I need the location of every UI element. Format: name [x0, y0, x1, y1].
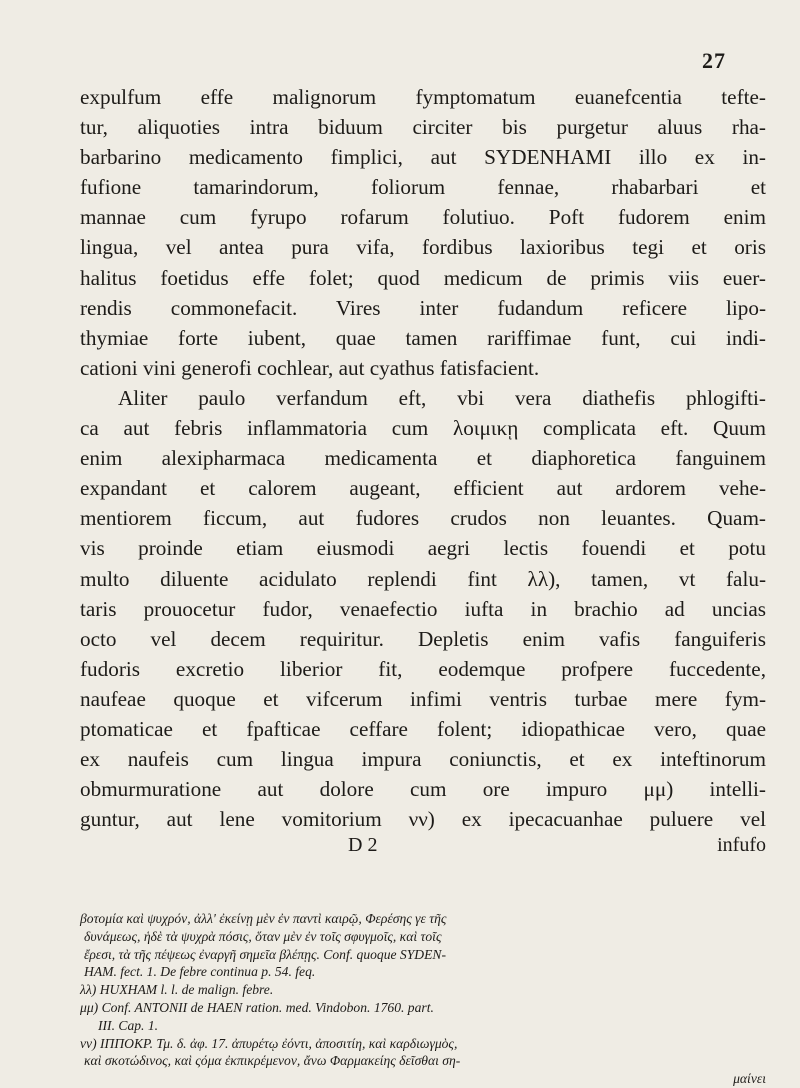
text-line: halitus foetidus effe folet; quod medicum de primis viis euer- [80, 265, 766, 290]
text-line: mannae cum fyrupo rofarum folutiuo. Poft fudorem enim [80, 205, 766, 230]
footnote-line: μμ) Conf. ANTONII de HAEN ration. med. Vindobon. 1760. part. [80, 999, 434, 1015]
text-line: lingua, vel antea pura vifa, fordibus laxioribus tegi et oris [80, 235, 766, 260]
text-line: multo diluente acidulato replendi fint λλ), tamen, vt falu- [80, 566, 766, 591]
text-line: vis proinde etiam eiusmodi aegri lectis fouendi et potu [80, 536, 766, 561]
text-line: thymiae forte iubent, quae tamen rariffimae funt, cui indi- [80, 325, 766, 350]
text-line: cationi vini generofi cochlear, aut cyathus fatisfacient. [80, 355, 540, 380]
text-line: expulfum effe malignorum fymptomatum euanefcentia tefte- [80, 85, 766, 109]
signature-mark: D 2 [348, 834, 378, 857]
text-line: fufione tamarindorum, foliorum fennae, rhabarbari et [80, 175, 766, 200]
text-line: barbarino medicamento fimplici, aut SYDENHAMI illo ex in- [80, 145, 766, 170]
footnote-line: δυνάμεως, ἡδὲ τὰ ψυχρὰ πόσις, ὅταν μὲν ἐν τοῖς σφυγμοῖς, καὶ τοῖς [84, 928, 442, 944]
text-line: Aliter paulo verfandum eft, vbi vera diathefis phlogifti- [118, 385, 766, 410]
footnotes [80, 910, 766, 1088]
footnote-line: ἔρεσι, τὰ τῆς πέψεως ἐναργῆ σημεῖα βλέπῃς. Conf. quoque SYDEN- [84, 946, 447, 962]
text-line: mentiorem ficcum, aut fudores crudos non leuantes. Quam- [80, 506, 766, 531]
text-line: enim alexipharmaca medicamenta et diaphoretica fanguinem [80, 446, 766, 471]
text-line: obmurmuratione aut dolore cum ore impuro μμ) intelli- [80, 777, 766, 802]
catchword: infufo [717, 834, 766, 857]
text-line: ca aut febris inflammatoria cum λοιμικῃ complicata eft. Quum [80, 416, 766, 441]
text-line: rendis commonefacit. Vires inter fudandum reficere lipo- [80, 295, 766, 320]
footnote-line: HAM. fect. 1. De febre continua p. 54. feq. [84, 964, 316, 980]
text-line: fudoris excretio liberior fit, eodemque profpere fuccedente, [80, 656, 766, 681]
text-line: ex naufeis cum lingua impura coniunctis, et ex inteftinorum [80, 747, 766, 772]
signature-line [80, 834, 766, 862]
footnote-line: νν) ΙΠΠΟΚΡ. Τμ. δ. ἀφ. 17. ἀπυρέτῳ ἐόντι, ἀποσιτίη, καὶ καρδιωγμὸς, [80, 1035, 458, 1051]
text-line: guntur, aut lene vomitorium νν) ex ipecacuanhae puluere vel [80, 807, 766, 832]
footnote-line: μαίνει [733, 1071, 766, 1087]
body-text [80, 82, 766, 862]
text-line: ptomaticae et fpafticae ceffare folent; idiopathicae vero, quae [80, 716, 766, 741]
footnote-line: καὶ σκοτώδινος, καὶ ςόμα ἐκπικρέμενον, ἄνω Φαρμακείης δεῖσθαι ση- [84, 1053, 461, 1069]
footnote-line: III. Cap. 1. [98, 1017, 159, 1033]
text-line: naufeae quoque et vifcerum infimi ventris turbae mere fym- [80, 686, 766, 711]
text-line: expandant et calorem augeant, efficient aut ardorem vehe- [80, 476, 766, 501]
page-number: 27 [702, 48, 726, 73]
text-line: octo vel decem requiritur. Depletis enim vafis fanguiferis [80, 626, 766, 651]
footnote-line: βοτομία καὶ ψυχρόν, ἀλλ' ἐκείνῃ μὲν ἐν παντὶ καιρῷ, Φερέσης γε τῆς [80, 911, 447, 926]
footnote-line: λλ) HUXHAM l. l. de malign. febre. [80, 982, 274, 998]
text-line: taris prouocetur fudor, venaefectio iufta in brachio ad uncias [80, 596, 766, 621]
text-line: tur, aliquoties intra biduum circiter bis purgetur aluus rha- [80, 115, 766, 140]
